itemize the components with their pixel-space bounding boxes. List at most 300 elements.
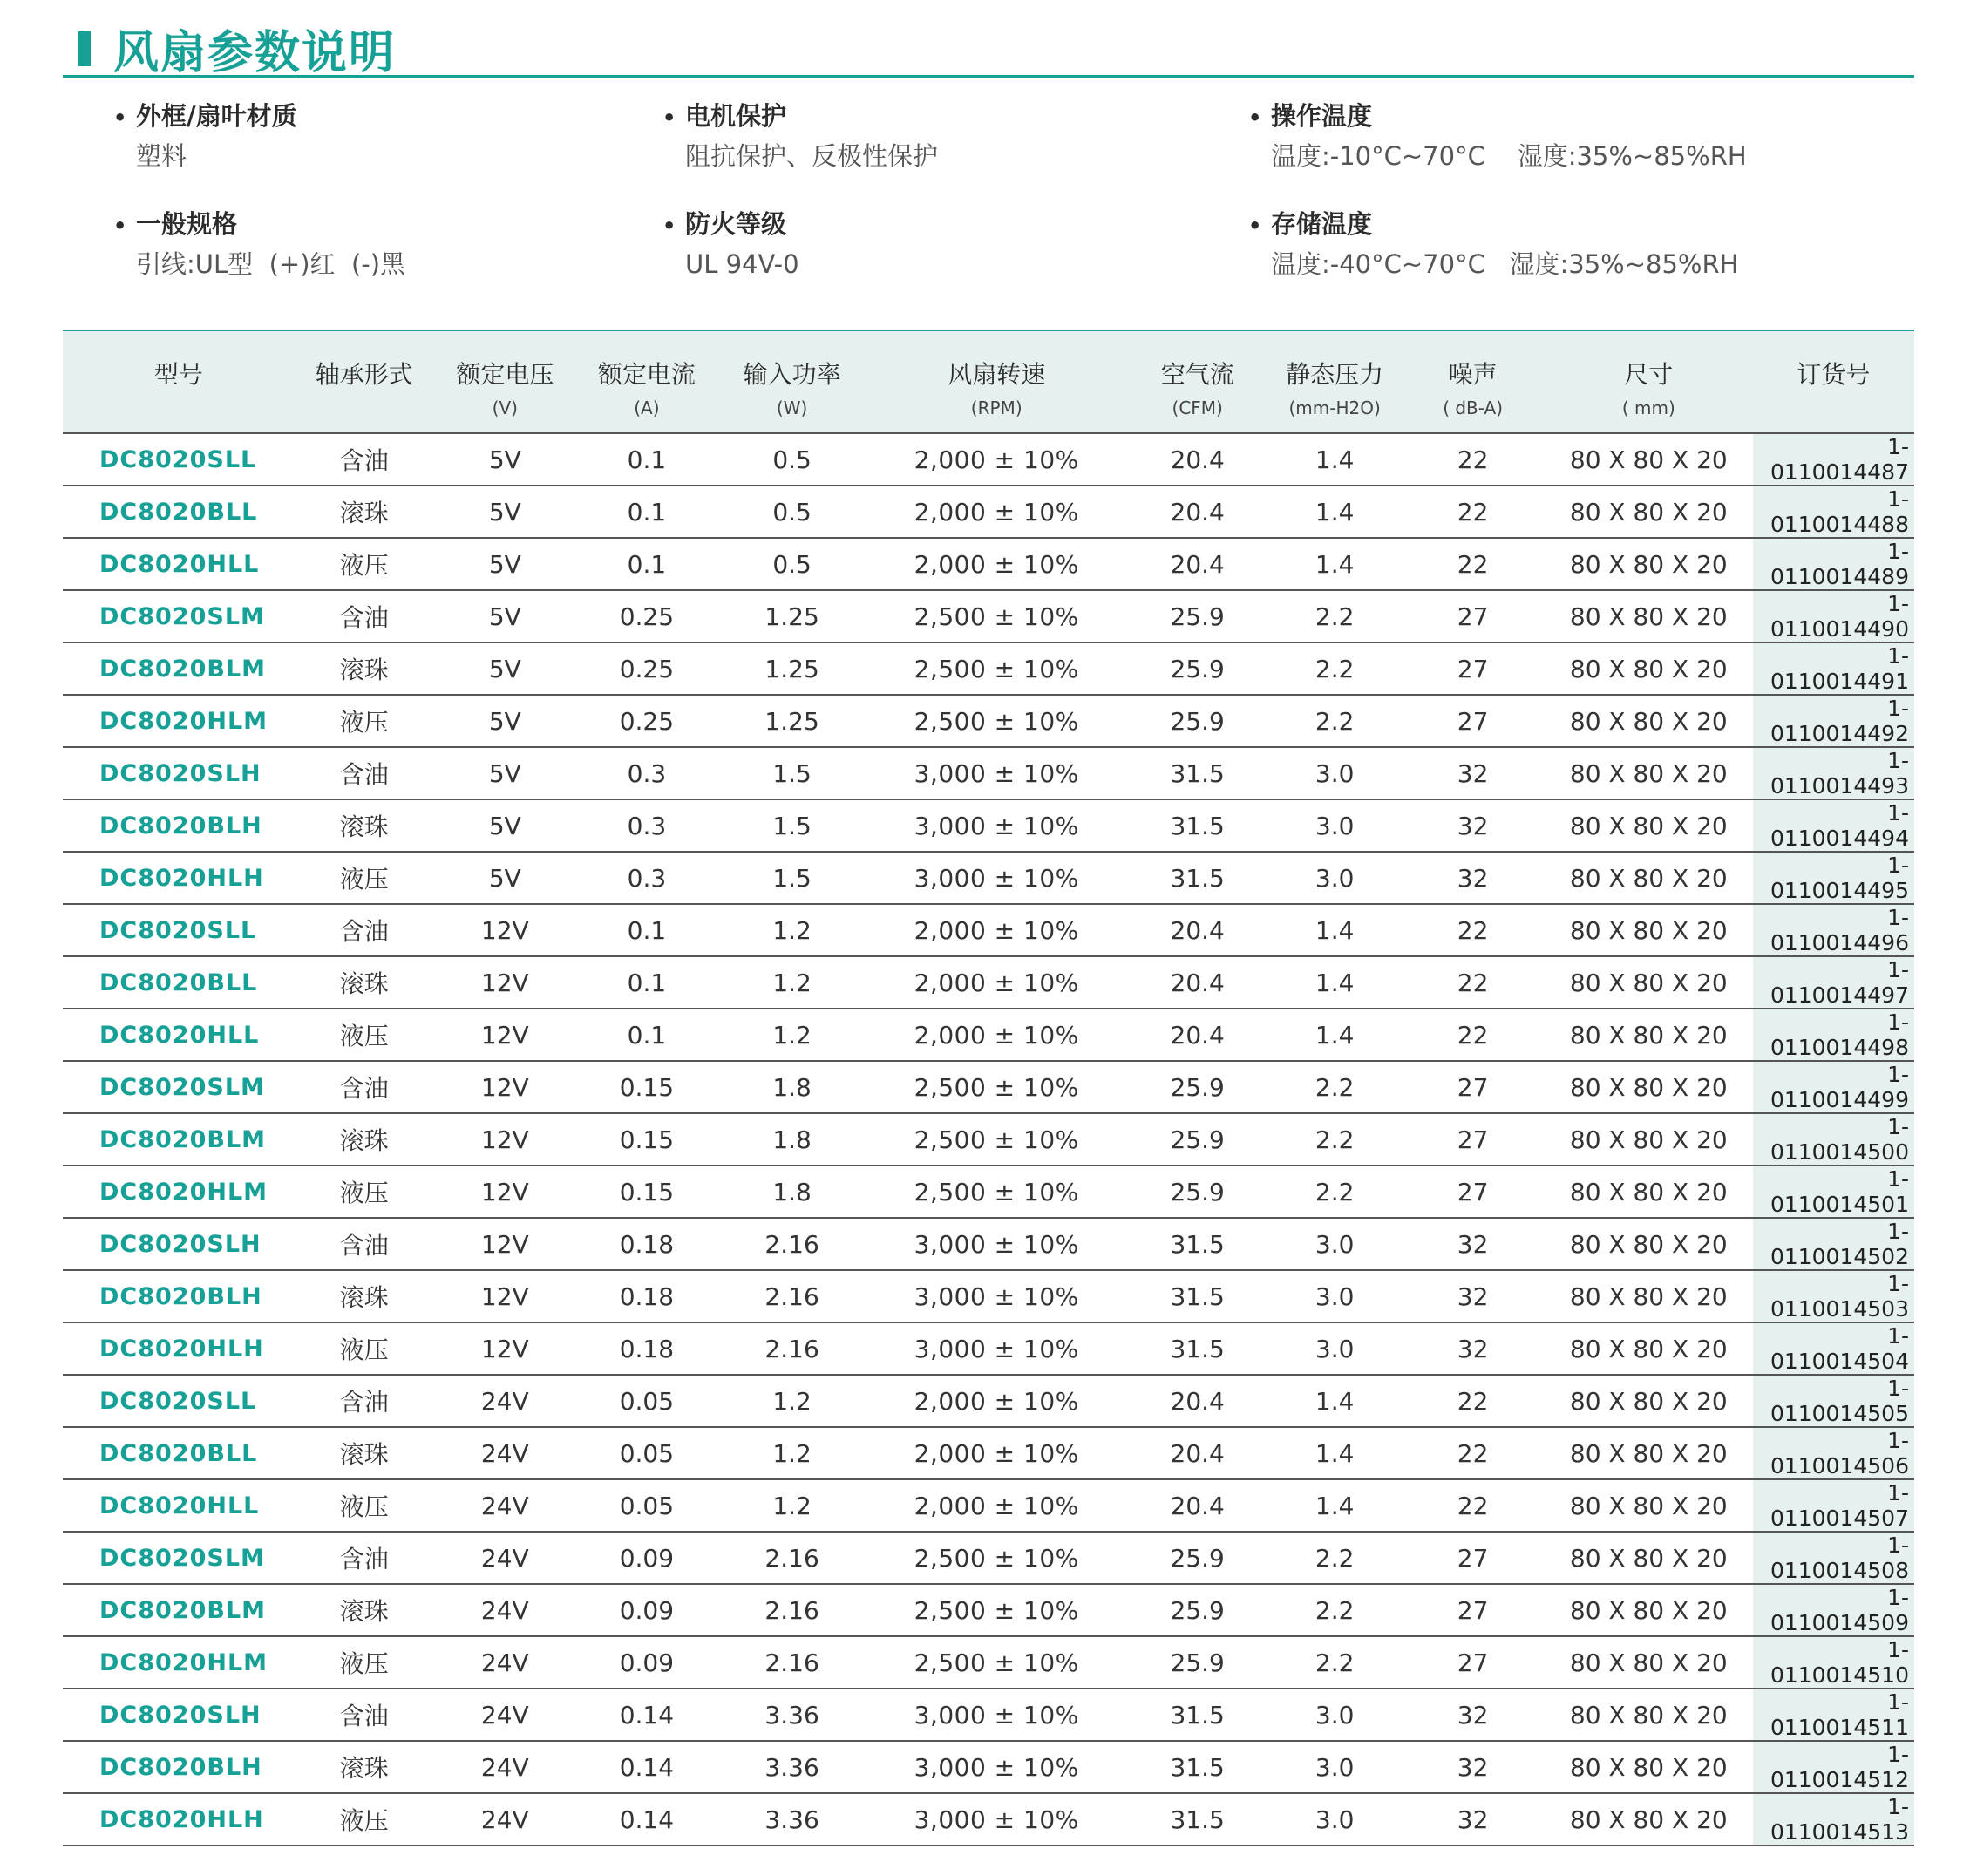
cell-noise: 32	[1401, 1218, 1545, 1270]
cell-noise: 27	[1401, 642, 1545, 695]
cell-order-no: 1-0110014495	[1753, 852, 1914, 904]
cell-voltage: 24V	[434, 1793, 576, 1845]
cell-power: 1.8	[717, 1061, 866, 1113]
cell-noise: 27	[1401, 1584, 1545, 1636]
cell-current: 0.15	[576, 1166, 718, 1218]
cell-airflow: 25.9	[1126, 1061, 1268, 1113]
spec-value: 温度:-40°C~70°C 湿度:35%~85%RH	[1271, 249, 1739, 279]
bullet-icon: •	[1248, 214, 1262, 238]
cell-voltage: 12V	[434, 1061, 576, 1113]
spec-label-text: 一般规格	[136, 209, 238, 239]
title-bar	[63, 12, 1914, 78]
cell-voltage: 5V	[434, 799, 576, 852]
cell-order-no: 1-0110014503	[1753, 1270, 1914, 1322]
cell-size: 80 X 80 X 20	[1545, 1532, 1753, 1584]
header-unit: ( dB-A)	[1443, 398, 1504, 418]
cell-size: 80 X 80 X 20	[1545, 433, 1753, 486]
cell-model: DC8020HLH	[63, 1793, 295, 1845]
spec-table-wrapper	[63, 330, 1914, 1846]
cell-pressure: 2.2	[1268, 1532, 1401, 1584]
cell-pressure: 2.2	[1268, 1061, 1401, 1113]
header-label: 空气流	[1160, 360, 1234, 389]
cell-voltage: 24V	[434, 1689, 576, 1741]
cell-bearing: 液压	[295, 1793, 435, 1845]
cell-current: 0.14	[576, 1741, 718, 1793]
cell-power: 2.16	[717, 1584, 866, 1636]
cell-size: 80 X 80 X 20	[1545, 904, 1753, 956]
cell-model: DC8020SLH	[63, 747, 295, 799]
cell-power: 1.2	[717, 1009, 866, 1061]
cell-order-no: 1-0110014510	[1753, 1636, 1914, 1689]
cell-size: 80 X 80 X 20	[1545, 1793, 1753, 1845]
cell-model: DC8020HLL	[63, 538, 295, 590]
cell-pressure: 2.2	[1268, 642, 1401, 695]
spec-value: UL 94V-0	[685, 249, 799, 279]
cell-noise: 22	[1401, 486, 1545, 538]
cell-current: 0.14	[576, 1793, 718, 1845]
cell-current: 0.09	[576, 1532, 718, 1584]
cell-size: 80 X 80 X 20	[1545, 1270, 1753, 1322]
cell-speed: 2,500 ± 10%	[866, 642, 1126, 695]
spec-label	[1248, 204, 1806, 244]
spec-material	[113, 96, 671, 176]
cell-speed: 2,500 ± 10%	[866, 1584, 1126, 1636]
cell-noise: 32	[1401, 1793, 1545, 1845]
header-label: 尺寸	[1624, 360, 1674, 389]
cell-speed: 2,000 ± 10%	[866, 904, 1126, 956]
cell-noise: 22	[1401, 1375, 1545, 1427]
cell-noise: 27	[1401, 1636, 1545, 1689]
cell-order-no: 1-0110014496	[1753, 904, 1914, 956]
header-label: 噪声	[1448, 360, 1498, 389]
cell-order-no: 1-0110014497	[1753, 956, 1914, 1009]
cell-airflow: 31.5	[1126, 1322, 1268, 1375]
spec-value: 温度:-10°C~70°C 湿度:35%~85%RH	[1271, 141, 1747, 171]
cell-size: 80 X 80 X 20	[1545, 695, 1753, 747]
header-current	[576, 330, 718, 433]
cell-pressure: 3.0	[1268, 1741, 1401, 1793]
cell-pressure: 2.2	[1268, 1636, 1401, 1689]
cell-noise: 27	[1401, 590, 1545, 642]
cell-power: 1.25	[717, 695, 866, 747]
cell-speed: 3,000 ± 10%	[866, 1270, 1126, 1322]
cell-airflow: 25.9	[1126, 642, 1268, 695]
cell-speed: 2,500 ± 10%	[866, 695, 1126, 747]
cell-model: DC8020HLL	[63, 1009, 295, 1061]
cell-speed: 2,500 ± 10%	[866, 1636, 1126, 1689]
cell-speed: 3,000 ± 10%	[866, 1322, 1126, 1375]
header-unit: (RPM)	[970, 398, 1022, 418]
header-label: 额定电流	[597, 360, 696, 389]
cell-noise: 32	[1401, 799, 1545, 852]
table-row	[63, 747, 1914, 799]
header-label: 静态压力	[1286, 360, 1384, 389]
header-unit: (W)	[776, 398, 808, 418]
cell-airflow: 31.5	[1126, 1689, 1268, 1741]
cell-voltage: 24V	[434, 1636, 576, 1689]
cell-model: DC8020BLH	[63, 1741, 295, 1793]
table-body	[63, 433, 1914, 1845]
spec-value: 引线:UL型 (+)红 (-)黑	[136, 249, 406, 279]
cell-voltage: 5V	[434, 747, 576, 799]
cell-order-no: 1-0110014513	[1753, 1793, 1914, 1845]
spec-table	[63, 330, 1914, 1846]
cell-voltage: 12V	[434, 1009, 576, 1061]
cell-voltage: 12V	[434, 1270, 576, 1322]
cell-pressure: 1.4	[1268, 486, 1401, 538]
header-unit: (CFM)	[1172, 398, 1223, 418]
spec-label	[113, 96, 671, 136]
cell-bearing: 含油	[295, 1061, 435, 1113]
cell-bearing: 含油	[295, 1375, 435, 1427]
header-noise	[1401, 330, 1545, 433]
cell-noise: 32	[1401, 747, 1545, 799]
cell-noise: 27	[1401, 1166, 1545, 1218]
cell-pressure: 1.4	[1268, 1009, 1401, 1061]
cell-current: 0.18	[576, 1322, 718, 1375]
header-label: 轴承形式	[315, 360, 413, 389]
cell-current: 0.25	[576, 695, 718, 747]
cell-current: 0.3	[576, 852, 718, 904]
cell-bearing: 滚珠	[295, 486, 435, 538]
cell-voltage: 5V	[434, 486, 576, 538]
cell-order-no: 1-0110014498	[1753, 1009, 1914, 1061]
cell-size: 80 X 80 X 20	[1545, 590, 1753, 642]
cell-airflow: 25.9	[1126, 1636, 1268, 1689]
cell-airflow: 20.4	[1126, 1427, 1268, 1479]
spec-label	[1248, 96, 1806, 136]
cell-size: 80 X 80 X 20	[1545, 1375, 1753, 1427]
cell-size: 80 X 80 X 20	[1545, 1061, 1753, 1113]
cell-size: 80 X 80 X 20	[1545, 486, 1753, 538]
cell-order-no: 1-0110014490	[1753, 590, 1914, 642]
cell-bearing: 滚珠	[295, 642, 435, 695]
cell-model: DC8020BLM	[63, 642, 295, 695]
cell-pressure: 3.0	[1268, 1322, 1401, 1375]
cell-noise: 22	[1401, 956, 1545, 1009]
cell-current: 0.09	[576, 1636, 718, 1689]
cell-noise: 32	[1401, 1270, 1545, 1322]
header-order-no	[1753, 330, 1914, 433]
cell-size: 80 X 80 X 20	[1545, 1427, 1753, 1479]
bullet-icon: •	[662, 214, 676, 238]
cell-pressure: 1.4	[1268, 1479, 1401, 1532]
cell-noise: 32	[1401, 1689, 1545, 1741]
table-row	[63, 1061, 1914, 1113]
table-row	[63, 538, 1914, 590]
cell-size: 80 X 80 X 20	[1545, 956, 1753, 1009]
cell-size: 80 X 80 X 20	[1545, 1584, 1753, 1636]
cell-noise: 22	[1401, 433, 1545, 486]
cell-size: 80 X 80 X 20	[1545, 1636, 1753, 1689]
cell-pressure: 1.4	[1268, 904, 1401, 956]
cell-voltage: 12V	[434, 956, 576, 1009]
cell-speed: 3,000 ± 10%	[866, 1793, 1126, 1845]
spec-label-text: 电机保护	[685, 101, 787, 131]
cell-speed: 2,500 ± 10%	[866, 1532, 1126, 1584]
cell-pressure: 3.0	[1268, 1218, 1401, 1270]
cell-pressure: 3.0	[1268, 852, 1401, 904]
cell-order-no: 1-0110014511	[1753, 1689, 1914, 1741]
cell-power: 2.16	[717, 1270, 866, 1322]
cell-size: 80 X 80 X 20	[1545, 1009, 1753, 1061]
cell-size: 80 X 80 X 20	[1545, 1741, 1753, 1793]
cell-voltage: 5V	[434, 590, 576, 642]
cell-power: 2.16	[717, 1322, 866, 1375]
cell-bearing: 液压	[295, 1636, 435, 1689]
cell-speed: 3,000 ± 10%	[866, 799, 1126, 852]
cell-noise: 22	[1401, 1009, 1545, 1061]
cell-model: DC8020SLM	[63, 1532, 295, 1584]
cell-pressure: 2.2	[1268, 1113, 1401, 1166]
cell-power: 1.2	[717, 1375, 866, 1427]
cell-noise: 32	[1401, 1741, 1545, 1793]
cell-noise: 22	[1401, 904, 1545, 956]
cell-power: 0.5	[717, 433, 866, 486]
spec-label-text: 防火等级	[685, 209, 787, 239]
cell-power: 1.2	[717, 904, 866, 956]
cell-noise: 22	[1401, 538, 1545, 590]
bullet-icon: •	[113, 214, 127, 238]
cell-model: DC8020SLL	[63, 433, 295, 486]
cell-current: 0.15	[576, 1061, 718, 1113]
cell-power: 3.36	[717, 1793, 866, 1845]
spec-motor-protection	[662, 96, 1220, 176]
cell-voltage: 12V	[434, 1322, 576, 1375]
cell-current: 0.14	[576, 1689, 718, 1741]
cell-airflow: 20.4	[1126, 433, 1268, 486]
cell-airflow: 20.4	[1126, 956, 1268, 1009]
bullet-icon: •	[1248, 105, 1262, 130]
cell-bearing: 含油	[295, 590, 435, 642]
cell-order-no: 1-0110014492	[1753, 695, 1914, 747]
table-row	[63, 1166, 1914, 1218]
cell-current: 0.18	[576, 1218, 718, 1270]
cell-bearing: 滚珠	[295, 1741, 435, 1793]
cell-order-no: 1-0110014508	[1753, 1532, 1914, 1584]
header-model	[63, 330, 295, 433]
cell-model: DC8020HLH	[63, 852, 295, 904]
cell-airflow: 31.5	[1126, 1741, 1268, 1793]
cell-noise: 22	[1401, 1479, 1545, 1532]
cell-airflow: 31.5	[1126, 799, 1268, 852]
cell-current: 0.25	[576, 590, 718, 642]
cell-speed: 2,000 ± 10%	[866, 1009, 1126, 1061]
cell-noise: 32	[1401, 1322, 1545, 1375]
header-label: 额定电压	[456, 360, 554, 389]
cell-power: 2.16	[717, 1532, 866, 1584]
cell-model: DC8020HLM	[63, 695, 295, 747]
table-row	[63, 1270, 1914, 1322]
cell-order-no: 1-0110014493	[1753, 747, 1914, 799]
cell-size: 80 X 80 X 20	[1545, 747, 1753, 799]
cell-airflow: 20.4	[1126, 538, 1268, 590]
cell-bearing: 含油	[295, 747, 435, 799]
header-unit: (V)	[492, 398, 518, 418]
cell-current: 0.1	[576, 904, 718, 956]
cell-noise: 27	[1401, 1113, 1545, 1166]
table-row	[63, 1322, 1914, 1375]
cell-voltage: 5V	[434, 695, 576, 747]
table-row	[63, 642, 1914, 695]
cell-order-no: 1-0110014499	[1753, 1061, 1914, 1113]
cell-voltage: 12V	[434, 904, 576, 956]
cell-airflow: 25.9	[1126, 590, 1268, 642]
cell-speed: 2,500 ± 10%	[866, 1113, 1126, 1166]
cell-bearing: 液压	[295, 1166, 435, 1218]
cell-speed: 2,500 ± 10%	[866, 1061, 1126, 1113]
header-label: 订货号	[1797, 360, 1871, 389]
cell-speed: 3,000 ± 10%	[866, 852, 1126, 904]
cell-current: 0.25	[576, 642, 718, 695]
table-row	[63, 1427, 1914, 1479]
cell-model: DC8020HLM	[63, 1166, 295, 1218]
cell-power: 1.5	[717, 747, 866, 799]
spec-label	[662, 96, 1220, 136]
header-label: 输入功率	[743, 360, 841, 389]
cell-pressure: 2.2	[1268, 695, 1401, 747]
cell-order-no: 1-0110014488	[1753, 486, 1914, 538]
cell-current: 0.09	[576, 1584, 718, 1636]
cell-pressure: 2.2	[1268, 1584, 1401, 1636]
cell-voltage: 5V	[434, 433, 576, 486]
cell-voltage: 5V	[434, 852, 576, 904]
cell-model: DC8020BLM	[63, 1113, 295, 1166]
cell-model: DC8020HLH	[63, 1322, 295, 1375]
cell-bearing: 滚珠	[295, 1584, 435, 1636]
cell-order-no: 1-0110014506	[1753, 1427, 1914, 1479]
header-speed	[866, 330, 1126, 433]
cell-order-no: 1-0110014507	[1753, 1479, 1914, 1532]
cell-voltage: 12V	[434, 1218, 576, 1270]
cell-voltage: 24V	[434, 1741, 576, 1793]
cell-noise: 27	[1401, 1061, 1545, 1113]
cell-model: DC8020HLL	[63, 1479, 295, 1532]
cell-voltage: 24V	[434, 1584, 576, 1636]
cell-airflow: 31.5	[1126, 1270, 1268, 1322]
spec-label	[113, 204, 671, 244]
cell-power: 0.5	[717, 538, 866, 590]
cell-speed: 3,000 ± 10%	[866, 1689, 1126, 1741]
cell-current: 0.1	[576, 956, 718, 1009]
cell-order-no: 1-0110014502	[1753, 1218, 1914, 1270]
cell-speed: 2,000 ± 10%	[866, 1427, 1126, 1479]
cell-size: 80 X 80 X 20	[1545, 1689, 1753, 1741]
cell-pressure: 1.4	[1268, 956, 1401, 1009]
cell-model: DC8020SLL	[63, 904, 295, 956]
cell-pressure: 2.2	[1268, 590, 1401, 642]
cell-power: 3.36	[717, 1689, 866, 1741]
cell-model: DC8020BLL	[63, 956, 295, 1009]
cell-airflow: 20.4	[1126, 904, 1268, 956]
cell-airflow: 20.4	[1126, 1479, 1268, 1532]
table-row	[63, 486, 1914, 538]
cell-model: DC8020BLM	[63, 1584, 295, 1636]
cell-voltage: 24V	[434, 1427, 576, 1479]
cell-bearing: 液压	[295, 1479, 435, 1532]
cell-noise: 22	[1401, 1427, 1545, 1479]
cell-model: DC8020SLH	[63, 1689, 295, 1741]
cell-voltage: 12V	[434, 1113, 576, 1166]
cell-speed: 3,000 ± 10%	[866, 1218, 1126, 1270]
cell-speed: 2,500 ± 10%	[866, 1166, 1126, 1218]
spec-label	[662, 204, 1220, 244]
cell-power: 1.5	[717, 852, 866, 904]
cell-size: 80 X 80 X 20	[1545, 799, 1753, 852]
cell-current: 0.1	[576, 486, 718, 538]
cell-voltage: 12V	[434, 1166, 576, 1218]
cell-size: 80 X 80 X 20	[1545, 538, 1753, 590]
table-row	[63, 1584, 1914, 1636]
cell-current: 0.3	[576, 747, 718, 799]
cell-voltage: 5V	[434, 642, 576, 695]
cell-voltage: 24V	[434, 1479, 576, 1532]
table-row	[63, 433, 1914, 486]
cell-current: 0.15	[576, 1113, 718, 1166]
cell-voltage: 5V	[434, 538, 576, 590]
cell-airflow: 20.4	[1126, 1009, 1268, 1061]
cell-model: DC8020SLM	[63, 1061, 295, 1113]
cell-size: 80 X 80 X 20	[1545, 1479, 1753, 1532]
cell-bearing: 液压	[295, 695, 435, 747]
spec-label-text: 操作温度	[1271, 101, 1373, 131]
table-row	[63, 1009, 1914, 1061]
cell-noise: 27	[1401, 695, 1545, 747]
cell-size: 80 X 80 X 20	[1545, 642, 1753, 695]
table-row	[63, 1741, 1914, 1793]
cell-power: 1.8	[717, 1166, 866, 1218]
spec-label-text: 存储温度	[1271, 209, 1373, 239]
cell-voltage: 24V	[434, 1375, 576, 1427]
cell-bearing: 滚珠	[295, 1427, 435, 1479]
cell-current: 0.1	[576, 433, 718, 486]
cell-order-no: 1-0110014500	[1753, 1113, 1914, 1166]
cell-airflow: 31.5	[1126, 1793, 1268, 1845]
cell-pressure: 3.0	[1268, 1793, 1401, 1845]
bullet-icon: •	[113, 105, 127, 130]
cell-bearing: 滚珠	[295, 799, 435, 852]
cell-airflow: 31.5	[1126, 1218, 1268, 1270]
cell-noise: 32	[1401, 852, 1545, 904]
cell-bearing: 滚珠	[295, 956, 435, 1009]
cell-airflow: 25.9	[1126, 1113, 1268, 1166]
cell-bearing: 含油	[295, 1532, 435, 1584]
cell-model: DC8020SLH	[63, 1218, 295, 1270]
table-row	[63, 799, 1914, 852]
cell-size: 80 X 80 X 20	[1545, 1113, 1753, 1166]
spec-value: 阻抗保护、反极性保护	[685, 141, 939, 171]
header-size	[1545, 330, 1753, 433]
cell-size: 80 X 80 X 20	[1545, 1322, 1753, 1375]
cell-order-no: 1-0110014504	[1753, 1322, 1914, 1375]
cell-order-no: 1-0110014487	[1753, 433, 1914, 486]
cell-bearing: 液压	[295, 1009, 435, 1061]
table-row	[63, 590, 1914, 642]
cell-speed: 2,000 ± 10%	[866, 956, 1126, 1009]
cell-order-no: 1-0110014505	[1753, 1375, 1914, 1427]
header-label: 型号	[153, 360, 203, 389]
table-header-row	[63, 330, 1914, 433]
cell-power: 1.25	[717, 590, 866, 642]
spec-fire-rating	[662, 204, 1220, 284]
cell-airflow: 31.5	[1126, 747, 1268, 799]
spec-value: 塑料	[136, 141, 187, 171]
cell-pressure: 1.4	[1268, 433, 1401, 486]
cell-airflow: 25.9	[1126, 695, 1268, 747]
cell-size: 80 X 80 X 20	[1545, 852, 1753, 904]
cell-pressure: 3.0	[1268, 1689, 1401, 1741]
cell-order-no: 1-0110014512	[1753, 1741, 1914, 1793]
